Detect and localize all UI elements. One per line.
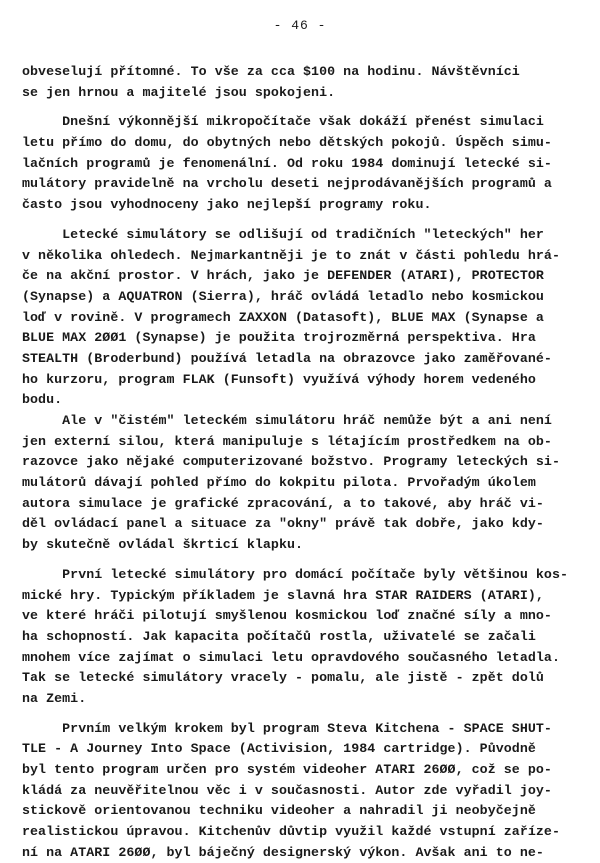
page-number: - 46 - (273, 18, 327, 33)
paragraph-2 (22, 112, 582, 215)
text-line: STEALTH (Broderbund) používá letadla na obrazovce jako zaměřované- (22, 350, 552, 366)
body-text (22, 62, 582, 863)
text-line: ho kurzoru, program FLAK (Funsoft) využívá výhody horem vedeného (22, 371, 536, 387)
paragraph-5 (22, 565, 582, 710)
text-line: na Zemi. (22, 690, 87, 706)
text-line: často jsou vyhodnoceny jako nejlepší programy roku. (22, 197, 432, 213)
text-line: obveselují přítomné. To vše za cca $100 na hodinu. Návštěvníci (22, 64, 520, 79)
text-line: stickově orientovanou techniku videoher a nahradil ji neobyčejně (22, 803, 536, 819)
paragraph-4 (22, 411, 582, 556)
text-line: Dnešní výkonnější mikropočítače však dokáží přenést simulaci (22, 114, 544, 130)
text-line: mické hry. Typickým příkladem je slavná hra STAR RAIDERS (ATARI), (22, 587, 544, 603)
text-line: Letecké simulátory se odlišují od tradičních "leteckých" her (22, 226, 544, 242)
text-line: První letecké simulátory pro domácí počítače byly většinou kos- (22, 566, 569, 582)
text-line: če na akční prostor. V hrách, jako je DEFENDER (ATARI), PROTECTOR (22, 268, 544, 284)
text-line: ha schopností. Jak kapacita počítačů rostla, uživatelé se začali (22, 628, 536, 644)
text-line: TLE - A Journey Into Space (Activision, 1984 cartridge). Původně (22, 741, 536, 757)
text-line: loď v rovině. V programech ZAXXON (Datasoft), BLUE MAX (Synapse a (22, 309, 544, 325)
text-line: v několika ohledech. Nejmarkantněji je to znát v části pohledu hrá- (22, 247, 560, 263)
text-line: bodu. (22, 392, 63, 408)
text-line: razovce jako nějaké computerizované božstvo. Programy leteckých si- (22, 454, 560, 470)
text-line: Ale v "čistém" leteckém simulátoru hráč nemůže být a ani není (22, 413, 552, 428)
paragraph-1 (22, 62, 582, 103)
text-line: by skutečně ovládal škrticí klapku. (22, 537, 304, 553)
text-line: se jen hrnou a majitelé jsou spokojeni. (22, 84, 336, 100)
text-line: ní na ATARI 26ØØ, byl báječný designerský výkon. Avšak ani to ne- (22, 844, 544, 860)
text-line: byl tento program určen pro systém videoher ATARI 26ØØ, což se po- (22, 762, 552, 777)
text-line: letu přímo do domu, do obytných nebo dětských pokojů. Úspěch simu- (22, 135, 552, 151)
text-line: mulátorů dávají pohled přímo do kokpitu pilota. Prvořadým úkolem (22, 475, 536, 491)
paragraph-6 (22, 719, 582, 863)
text-line: děl ovládací panel a situace za "okny" právě tak dobře, jako kdy- (22, 516, 544, 532)
text-line: mulátory pravidelně na vrcholu deseti nejprodávanějších programů a (22, 176, 552, 192)
text-line: BLUE MAX 2ØØ1 (Synapse) je použita trojrozměrná perspektiva. Hra (22, 330, 536, 346)
text-line: kládá za neuvěřitelnou věc i v současnosti. Autor zde vyřadil joy- (22, 782, 552, 798)
text-line: autora simulace je grafické zpracování, a to takové, aby hráč vi- (22, 495, 544, 511)
paragraph-3 (22, 225, 582, 411)
text-line: (Synapse) a AQUATRON (Sierra), hráč ovládá letadlo nebo kosmickou (22, 288, 544, 304)
text-line: ve které hráči pilotují smyšlenou kosmickou loď značné síly a mno- (22, 608, 552, 624)
text-line: mnohem více zajímat o simulaci letu opravdového současného letadla. (22, 649, 560, 665)
text-line: lačních programů je fenomenální. Od roku 1984 dominují letecké si- (22, 155, 552, 171)
text-line: Tak se letecké simulátory vracely - pomalu, ale jistě - zpět dolů (22, 670, 544, 686)
text-line: jen externí silou, která manipuluje s létajícím prostředkem na ob- (22, 433, 552, 449)
text-line: realistickou úpravou. Kitchenův důvtip využil každé vstupní zaříze- (22, 824, 560, 840)
text-line: Prvním velkým krokem byl program Steva Kitchena - SPACE SHUT- (22, 720, 552, 736)
